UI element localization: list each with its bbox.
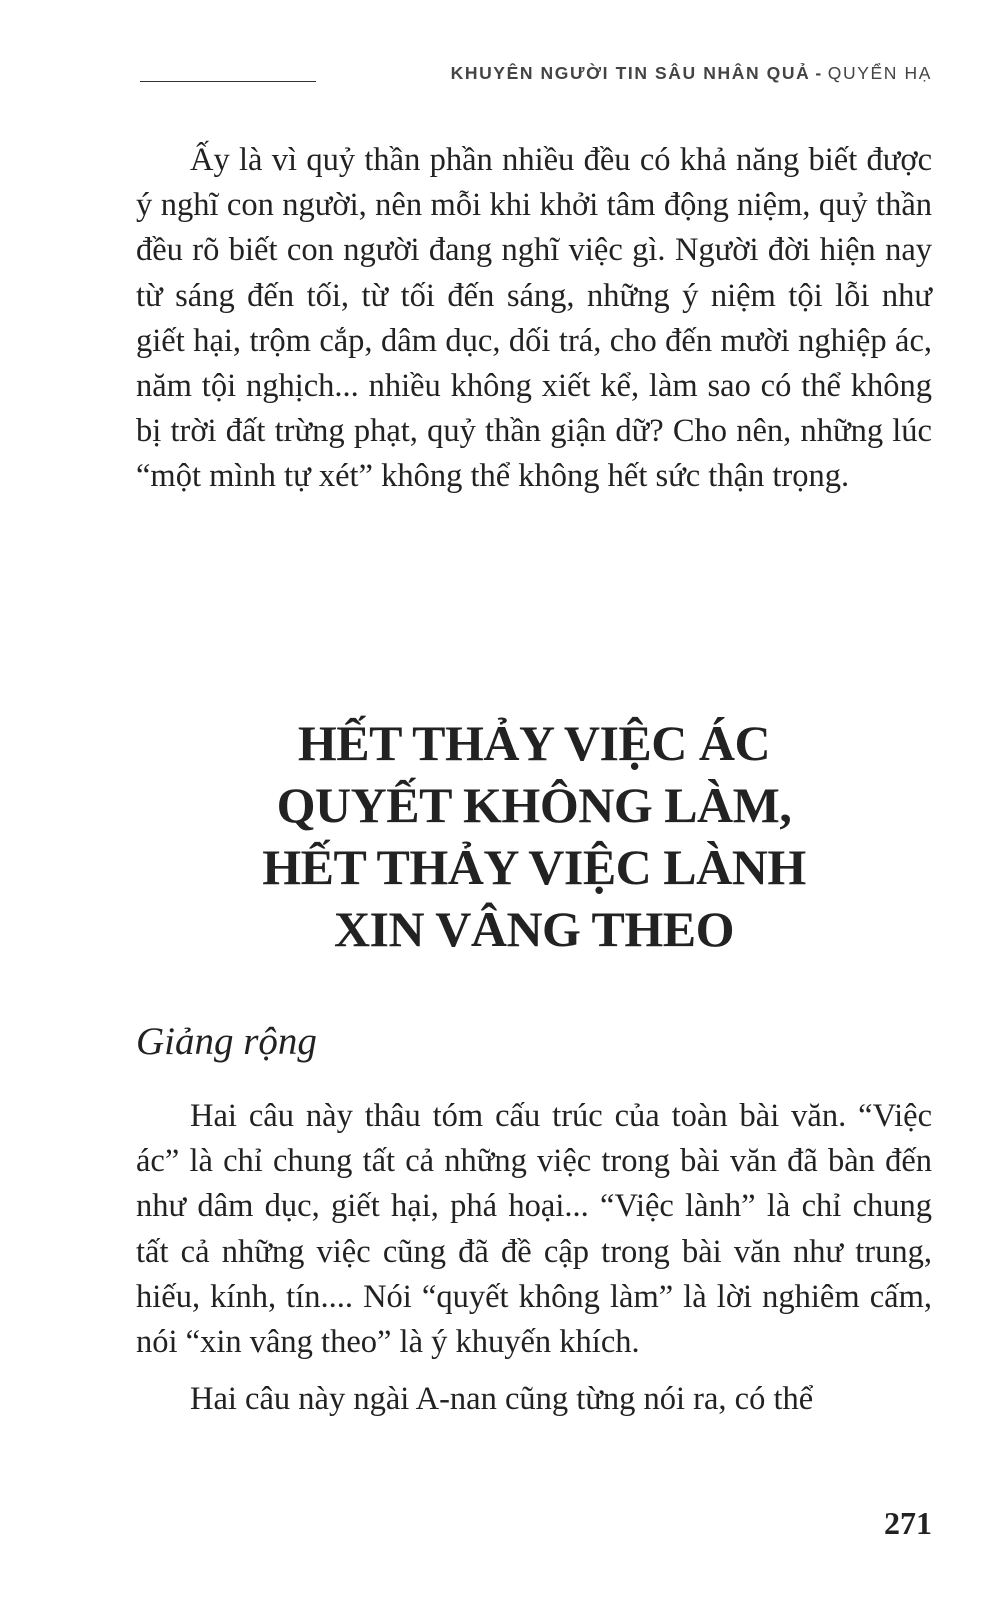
page-number: 271 — [884, 1505, 932, 1541]
section-title — [136, 712, 932, 960]
section-title-line: XIN VÂNG THEO — [333, 901, 735, 957]
header-rule — [140, 81, 316, 82]
subheading: Giảng rộng — [136, 1020, 317, 1063]
section-title-line: HẾT THẢY VIỆC LÀNH — [262, 839, 806, 895]
section-title-line: QUYẾT KHÔNG LÀM, — [276, 777, 792, 833]
book-title: KHUYÊN NGƯỜI TIN SÂU NHÂN QUẢ — [450, 63, 811, 83]
running-head-separator: - — [815, 63, 823, 83]
section-title-line: HẾT THẢY VIỆC ÁC — [297, 715, 771, 771]
paragraph: Hai câu này thâu tóm cấu trúc của toàn bài văn. “Việc ác” là chỉ chung tất cả những việc trong bài văn đã bàn đến như dâm dục, giết hại, phá hoại... “Việc lành” là chỉ chung tất cả những việc cũng đã đề cập trong bài văn như trung, hiếu, kính, tín.... Nói “quyết không làm” là lời nghiêm cấm, nói “xin vâng theo” là ý khuyến khích. — [136, 1098, 932, 1361]
paragraph: Ấy là vì quỷ thần phần nhiều đều có khả năng biết được ý nghĩ con người, nên mỗi khi khởi tâm động niệm, quỷ thần đều rõ biết con người đang nghĩ việc gì. Người đời hiện nay từ sáng đến tối, từ tối đến sáng, những ý niệm tội lỗi như giết hại, trộm cắp, dâm dục, dối trá, cho đến mười nghiệp ác, năm tội nghịch... nhiều không xiết kể, làm sao có thể không bị trời đất trừng phạt, quỷ thần giận dữ? Cho nên, những lúc “một mình tự xét” không thể không hết sức thận trọng. — [136, 142, 932, 495]
body-text-bottom — [136, 1094, 932, 1422]
paragraph: Hai câu này ngài A-nan cũng từng nói ra, có thể — [190, 1381, 814, 1418]
volume-label: QUYỂN HẠ — [827, 63, 932, 83]
running-head — [451, 63, 932, 84]
body-text-top — [136, 138, 932, 500]
